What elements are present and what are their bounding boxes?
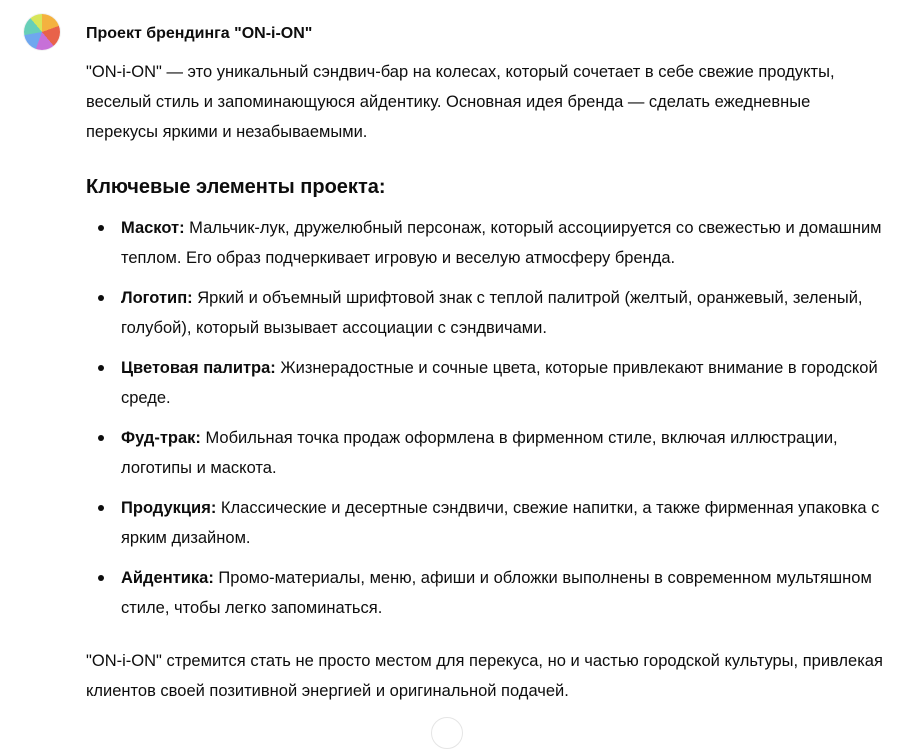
item-text: Мобильная точка продаж оформлена в фирменном стиле, включая иллюстрации, логотипы и маскота. <box>121 429 838 477</box>
key-elements-list <box>86 213 886 623</box>
item-term: Продукция: <box>121 499 217 517</box>
item-term: Цветовая палитра: <box>121 359 276 377</box>
message-title: Проект брендинга "ON-i-ON" <box>86 25 313 42</box>
outro-paragraph: "ON-i-ON" стремится стать не просто местом для перекуса, но и частью городской культуры, привлекая клиентов своей позитивной энергией и оригинальной подачей. <box>86 652 883 700</box>
item-text: Жизнерадостные и сочные цвета, которые привлекают внимание в городской среде. <box>121 359 878 407</box>
scroll-down-button[interactable] <box>431 717 463 749</box>
intro-paragraph: "ON-i-ON" — это уникальный сэндвич-бар на колесах, который сочетает в себе свежие продукты, веселый стиль и запоминающуюся айдентику. Основная идея бренда — сделать ежедневные перекусы яркими и незабываемыми. <box>86 63 835 141</box>
item-term: Логотип: <box>121 289 193 307</box>
item-term: Фуд-трак: <box>121 429 201 447</box>
section-heading: Ключевые элементы проекта: <box>86 176 386 198</box>
item-text: Мальчик-лук, дружелюбный персонаж, который ассоциируется со свежестью и домашним теплом. Его образ подчеркивает игровую и веселую атмосферу бренда. <box>121 219 882 267</box>
assistant-avatar-icon <box>24 14 60 50</box>
list-item <box>86 283 886 343</box>
bullet-icon <box>98 295 104 301</box>
item-text: Промо-материалы, меню, афиши и обложки выполнены в современном мультяшном стиле, чтобы легко запоминаться. <box>121 569 872 617</box>
list-item <box>86 563 886 623</box>
item-term: Маскот: <box>121 219 185 237</box>
list-item <box>86 213 886 273</box>
list-item <box>86 493 886 553</box>
bullet-icon <box>98 365 104 371</box>
item-text: Яркий и объемный шрифтовой знак с теплой палитрой (желтый, оранжевый, зеленый, голубой), который вызывает ассоциации с сэндвичами. <box>121 289 863 337</box>
list-item <box>86 423 886 483</box>
assistant-message <box>86 22 886 706</box>
bullet-icon <box>98 505 104 511</box>
bullet-icon <box>98 225 104 231</box>
bullet-icon <box>98 435 104 441</box>
list-item <box>86 353 886 413</box>
bullet-icon <box>98 575 104 581</box>
item-term: Айдентика: <box>121 569 214 587</box>
item-text: Классические и десертные сэндвичи, свежие напитки, а также фирменная упаковка с ярким дизайном. <box>121 499 880 547</box>
